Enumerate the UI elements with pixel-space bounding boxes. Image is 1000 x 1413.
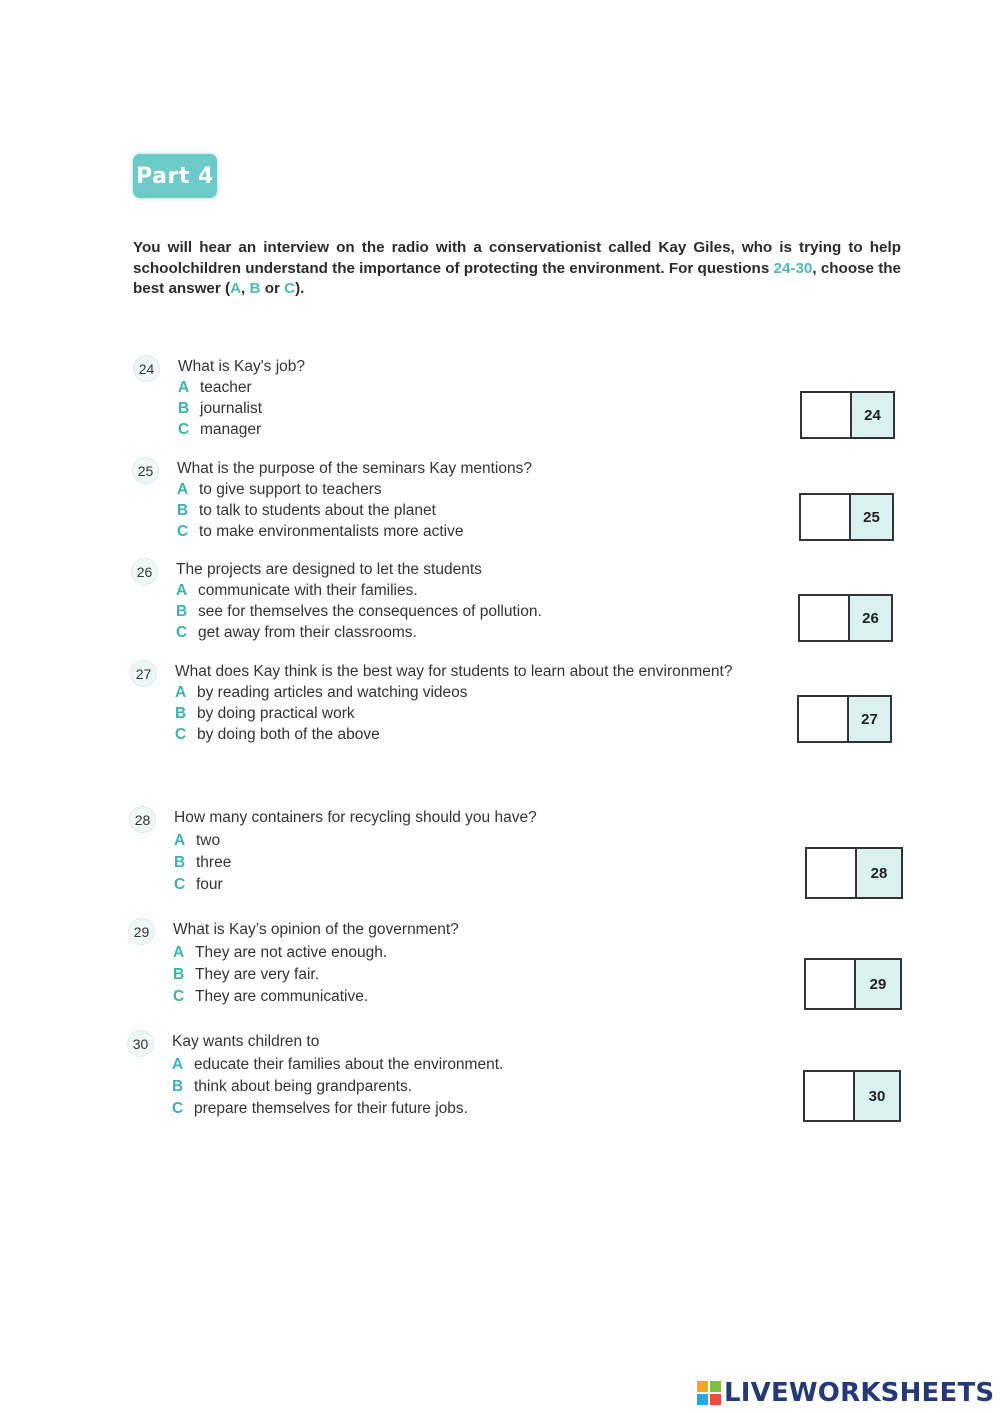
question-number: 28 — [129, 806, 156, 833]
answer-box-label: 29 — [856, 960, 900, 1008]
option-b[interactable]: B journalist — [178, 400, 263, 417]
question-number: 24 — [133, 355, 160, 382]
option-c[interactable]: C four — [174, 876, 223, 893]
answer-box-28 — [805, 847, 903, 899]
answer-box-24 — [800, 391, 895, 439]
option-c[interactable]: C get away from their classrooms. — [176, 624, 417, 641]
answer-box-label: 26 — [850, 596, 891, 640]
watermark-text: LIVEWORKSHEETS — [724, 1378, 995, 1408]
question-number: 30 — [127, 1030, 154, 1057]
option-a[interactable]: A They are not active enough. — [173, 944, 388, 961]
answer-box-label: 24 — [852, 393, 893, 437]
option-a[interactable]: A to give support to teachers — [177, 481, 382, 498]
answer-box-29 — [804, 958, 902, 1010]
answer-box-label: 25 — [851, 495, 892, 539]
answer-box-label: 30 — [855, 1072, 899, 1120]
question-number: 29 — [128, 918, 155, 945]
answer-input-29[interactable] — [806, 960, 856, 1008]
question-number: 27 — [130, 660, 157, 687]
question-number: 26 — [131, 558, 158, 585]
option-c[interactable]: C prepare themselves for their future jobs. — [172, 1100, 468, 1117]
question-text: Kay wants children to — [172, 1033, 320, 1050]
option-b[interactable]: B by doing practical work — [175, 705, 355, 722]
option-a[interactable]: A teacher — [178, 379, 252, 396]
answer-input-24[interactable] — [802, 393, 852, 437]
question-text: How many containers for recycling should you have? — [174, 809, 537, 826]
option-c[interactable]: C to make environmentalists more active — [177, 523, 464, 540]
answer-box-label: 27 — [849, 697, 890, 741]
instructions: You will hear an interview on the radio with a conservationist called Kay Giles, who is trying to help schoolchildren understand the importance of protecting the environment. For questions 24-30, choose the best answer (A, B or C). — [133, 239, 901, 297]
answer-box-25 — [799, 493, 894, 541]
answer-box-27 — [797, 695, 892, 743]
option-b[interactable]: B to talk to students about the planet — [177, 502, 436, 519]
question-text: What is Kay's job? — [178, 358, 306, 375]
option-b[interactable]: B They are very fair. — [173, 966, 320, 983]
question-text: What is Kay’s opinion of the government? — [173, 921, 459, 938]
answer-box-26 — [798, 594, 893, 642]
answer-input-25[interactable] — [801, 495, 851, 539]
option-b[interactable]: B see for themselves the consequences of pollution. — [176, 603, 542, 620]
option-c[interactable]: C by doing both of the above — [175, 726, 380, 743]
question-text: What does Kay think is the best way for students to learn about the environment? — [175, 663, 733, 680]
option-a[interactable]: A communicate with their families. — [176, 582, 418, 599]
option-a[interactable]: A by reading articles and watching videos — [175, 684, 468, 701]
option-c[interactable]: C They are communicative. — [173, 988, 369, 1005]
part-title-badge: Part 4 — [133, 154, 217, 198]
answer-box-30 — [803, 1070, 901, 1122]
option-b[interactable]: B think about being grandparents. — [172, 1078, 413, 1095]
answer-input-28[interactable] — [807, 849, 857, 897]
answer-input-27[interactable] — [799, 697, 849, 741]
liveworksheets-logo-icon — [697, 1381, 721, 1405]
question-text: What is the purpose of the seminars Kay mentions? — [177, 460, 532, 477]
question-text: The projects are designed to let the students — [176, 561, 482, 578]
question-number: 25 — [132, 457, 159, 484]
liveworksheets-watermark — [697, 1378, 994, 1408]
option-a[interactable]: A two — [174, 832, 221, 849]
option-a[interactable]: A educate their families about the environment. — [172, 1056, 504, 1073]
option-c[interactable]: C manager — [178, 421, 262, 438]
answer-box-label: 28 — [857, 849, 901, 897]
answer-input-30[interactable] — [805, 1072, 855, 1120]
option-b[interactable]: B three — [174, 854, 232, 871]
answer-input-26[interactable] — [800, 596, 850, 640]
